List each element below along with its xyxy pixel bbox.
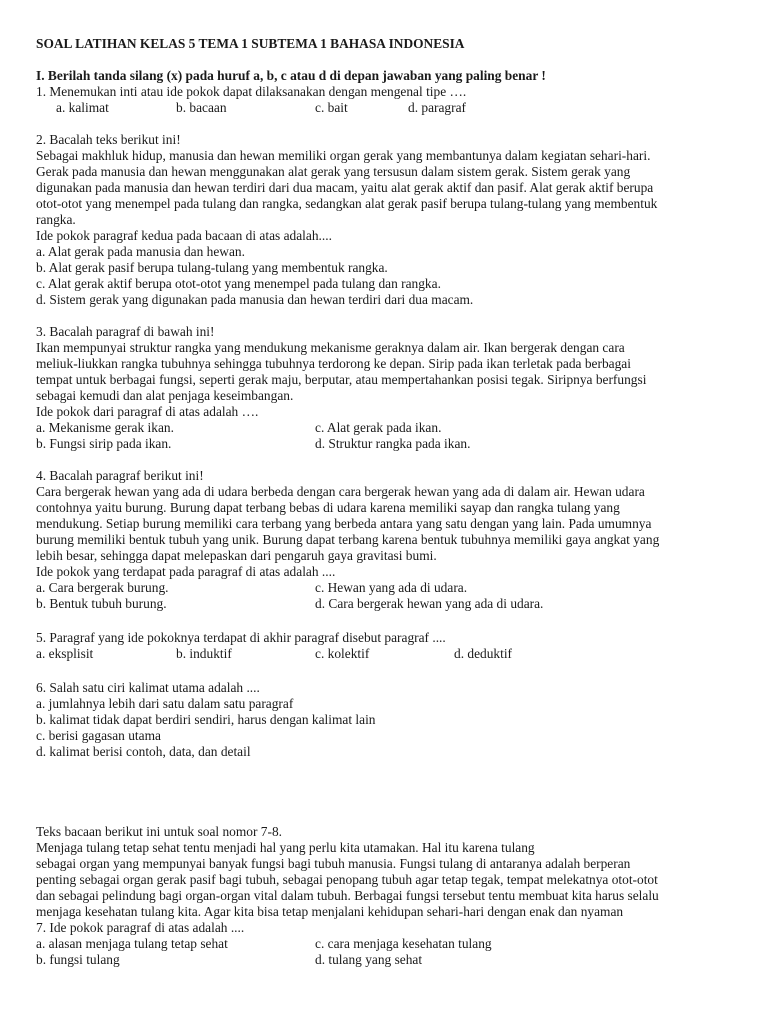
q4-option-d[interactable]: d. Cara bergerak hewan yang ada di udara. xyxy=(315,596,544,611)
q5-option-a[interactable]: a. eksplisit xyxy=(36,646,94,661)
q6-question: 6. Salah satu ciri kalimat utama adalah .... xyxy=(36,680,260,695)
q2-option-c[interactable]: c. Alat gerak aktif berupa otot-otot yang menempel pada tulang dan rangka. xyxy=(36,276,441,291)
q7-option-a[interactable]: a. alasan menjaga tulang tetap sehat xyxy=(36,936,228,951)
q3-passage-line: Ikan mempunyai struktur rangka yang mendukung mekanisme geraknya dalam air. Ikan bergerak dengan cara xyxy=(36,340,625,355)
q3-passage-line: sebagai kemudi dan alat penjaga keseimbangan. xyxy=(36,388,294,403)
q3-question: Ide pokok dari paragraf di atas adalah …. xyxy=(36,404,259,419)
instruction: I. Berilah tanda silang (x) pada huruf a, b, c atau d di depan jawaban yang paling benar ! xyxy=(36,68,546,83)
q4-heading: 4. Bacalah paragraf berikut ini! xyxy=(36,468,204,483)
q7-heading: Teks bacaan berikut ini untuk soal nomor 7-8. xyxy=(36,824,282,839)
q7-passage-line: sebagai organ yang mempunyai banyak fungsi bagi tubuh manusia. Fungsi tulang di antaranya adalah berperan xyxy=(36,856,631,871)
q1-question: 1. Menemukan inti atau ide pokok dapat dilaksanakan dengan mengenal tipe …. xyxy=(36,84,467,99)
q4-passage-line: Cara bergerak hewan yang ada di udara berbeda dengan cara bergerak hewan yang ada di dalam air. Hewan udara xyxy=(36,484,645,499)
q2-passage-line: digunakan pada manusia dan hewan terdiri dari dua macam, yaitu alat gerak aktif dan pasif. Alat gerak aktif berupa xyxy=(36,180,654,195)
q7-passage-line: dan sebagai pelindung bagi organ-organ vital dalam tubuh. Berbagai fungsi tersebut tentu membuat kita harus selalu xyxy=(36,888,659,903)
q2-option-d[interactable]: d. Sistem gerak yang digunakan pada manusia dan hewan terdiri dari dua macam. xyxy=(36,292,474,307)
q2-passage-line: otot-otot yang menempel pada tulang dan rangka, sedangkan alat gerak pasif berupa tulang-tulang yang membentuk xyxy=(36,196,658,211)
q6-option-d[interactable]: d. kalimat berisi contoh, data, dan detail xyxy=(36,744,251,759)
q4-question: Ide pokok yang terdapat pada paragraf di atas adalah .... xyxy=(36,564,336,579)
q7-passage-line: penting sebagai organ gerak pasif bagi tubuh, sebagai penopang tubuh agar tetap tegak, tempat melekatnya otot-otot xyxy=(36,872,658,887)
q1-option-a[interactable]: a. kalimat xyxy=(56,100,109,115)
q3-heading: 3. Bacalah paragraf di bawah ini! xyxy=(36,324,215,339)
q1-option-d[interactable]: d. paragraf xyxy=(408,100,466,115)
q4-option-b[interactable]: b. Bentuk tubuh burung. xyxy=(36,596,167,611)
q7-passage-line: Menjaga tulang tetap sehat tentu menjadi hal yang perlu kita utamakan. Hal itu karena tulang xyxy=(36,840,535,855)
q3-option-a[interactable]: a. Mekanisme gerak ikan. xyxy=(36,420,174,435)
q4-passage-line: mendukung. Setiap burung memiliki cara terbang yang berbeda antara yang satu dengan yang lain. Pada umumnya xyxy=(36,516,652,531)
q4-passage-line: contohnya yaitu burung. Burung dapat terbang bebas di udara karena memiliki sayap dan rangka tulang yang xyxy=(36,500,620,515)
q2-passage-line: Gerak pada manusia dan hewan menggunakan alat gerak yang tersusun dalam sistem gerak. Sistem gerak yang xyxy=(36,164,631,179)
q3-option-b[interactable]: b. Fungsi sirip pada ikan. xyxy=(36,436,172,451)
q6-option-a[interactable]: a. jumlahnya lebih dari satu dalam satu paragraf xyxy=(36,696,294,711)
q4-option-a[interactable]: a. Cara bergerak burung. xyxy=(36,580,169,595)
q7-option-d[interactable]: d. tulang yang sehat xyxy=(315,952,423,967)
q3-option-c[interactable]: c. Alat gerak pada ikan. xyxy=(315,420,442,435)
q3-passage-line: meliuk-liukkan rangka tubuhnya sehingga tubuhnya terdorong ke depan. Sirip pada ikan terletak pada berbagai xyxy=(36,356,631,371)
q4-passage-line: lebih besar, sehingga dapat melepaskan dari pengaruh gaya gravitasi bumi. xyxy=(36,548,437,563)
q5-question: 5. Paragraf yang ide pokoknya terdapat di akhir paragraf disebut paragraf .... xyxy=(36,630,446,645)
q7-passage-line: menjaga kesehatan tulang kita. Agar kita bisa tetap menjalani kehidupan sehari-hari dengan enak dan nyaman xyxy=(36,904,624,919)
q5-option-c[interactable]: c. kolektif xyxy=(315,646,370,661)
q7-option-c[interactable]: c. cara menjaga kesehatan tulang xyxy=(315,936,492,951)
q7-question: 7. Ide pokok paragraf di atas adalah .... xyxy=(36,920,245,935)
q4-option-c[interactable]: c. Hewan yang ada di udara. xyxy=(315,580,468,595)
q1-option-c[interactable]: c. bait xyxy=(315,100,348,115)
q1-option-b[interactable]: b. bacaan xyxy=(176,100,227,115)
q6-option-c[interactable]: c. berisi gagasan utama xyxy=(36,728,161,743)
q7-option-b[interactable]: b. fungsi tulang xyxy=(36,952,120,967)
q2-question: Ide pokok paragraf kedua pada bacaan di atas adalah.... xyxy=(36,228,332,243)
q5-option-d[interactable]: d. deduktif xyxy=(454,646,513,661)
q2-option-b[interactable]: b. Alat gerak pasif berupa tulang-tulang yang membentuk rangka. xyxy=(36,260,388,275)
q5-option-b[interactable]: b. induktif xyxy=(176,646,232,661)
q2-option-a[interactable]: a. Alat gerak pada manusia dan hewan. xyxy=(36,244,245,259)
q4-passage-line: burung memiliki bentuk tubuh yang unik. Burung dapat terbang karena bentuk tubuhnya memiliki gaya angkat yang xyxy=(36,532,660,547)
q2-passage-line: Sebagai makhluk hidup, manusia dan hewan memiliki organ gerak yang membantunya dalam kegiatan sehari-hari. xyxy=(36,148,651,163)
q2-passage-line: rangka. xyxy=(36,212,76,227)
q2-heading: 2. Bacalah teks berikut ini! xyxy=(36,132,181,147)
worksheet-title: SOAL LATIHAN KELAS 5 TEMA 1 SUBTEMA 1 BAHASA INDONESIA xyxy=(36,36,465,51)
q6-option-b[interactable]: b. kalimat tidak dapat berdiri sendiri, harus dengan kalimat lain xyxy=(36,712,376,727)
q3-passage-line: tempat untuk berbagai fungsi, seperti gerak maju, berputar, atau mempertahankan posisi tegak. Siripnya berfungsi xyxy=(36,372,647,387)
q3-option-d[interactable]: d. Struktur rangka pada ikan. xyxy=(315,436,471,451)
